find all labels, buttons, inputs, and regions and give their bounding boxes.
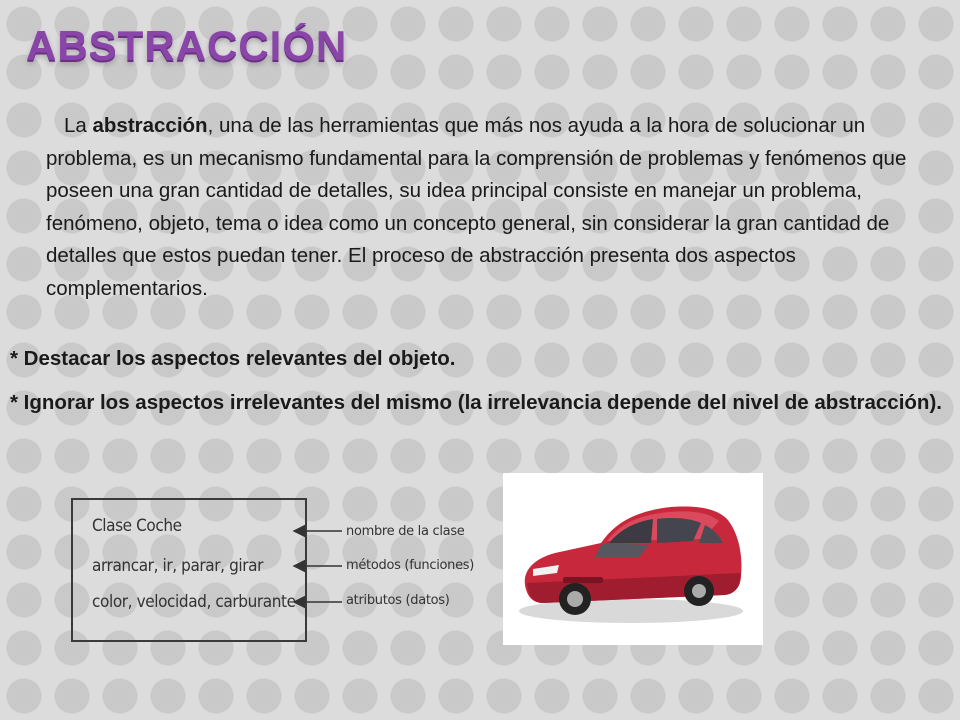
bullet-relevant-aspects: * Destacar los aspectos relevantes del objeto. — [10, 347, 456, 370]
paragraph-rest: , una de las herramientas que más nos ayuda a la hora de solucionar un problema, es un mecanismo fundamental para la comprensión de problemas y fenómenos que poseen una gran cantidad de detalles, su idea principal consiste en manejar un problema, fenómeno, objeto, tema o idea como un concepto general, sin considerar la gran cantidad de detalles que estos puedan tener. El proceso de abstracción presenta dos aspectos complementarios. — [46, 114, 907, 300]
annotation-class-name: nombre de la clase — [346, 524, 465, 539]
annotation-methods: métodos (funciones) — [346, 558, 475, 573]
paragraph-highlight: abstracción — [92, 114, 208, 137]
slide-title: ABSTRACCIÓN — [26, 22, 348, 69]
car-image — [503, 473, 763, 645]
bullet-irrelevant-aspects: * Ignorar los aspectos irrelevantes del mismo (la irrelevancia depende del nivel de abstracción). — [10, 391, 942, 414]
abstraction-paragraph — [46, 110, 916, 305]
class-diagram — [60, 484, 480, 654]
red-car-icon — [503, 473, 763, 645]
paragraph-intro: La — [64, 114, 93, 137]
class-name-text: Clase Coche — [92, 516, 182, 536]
class-methods-text: arrancar, ir, parar, girar — [92, 556, 263, 576]
annotation-attributes: atributos (datos) — [346, 593, 450, 608]
class-attributes-text: color, velocidad, carburante — [92, 592, 296, 612]
